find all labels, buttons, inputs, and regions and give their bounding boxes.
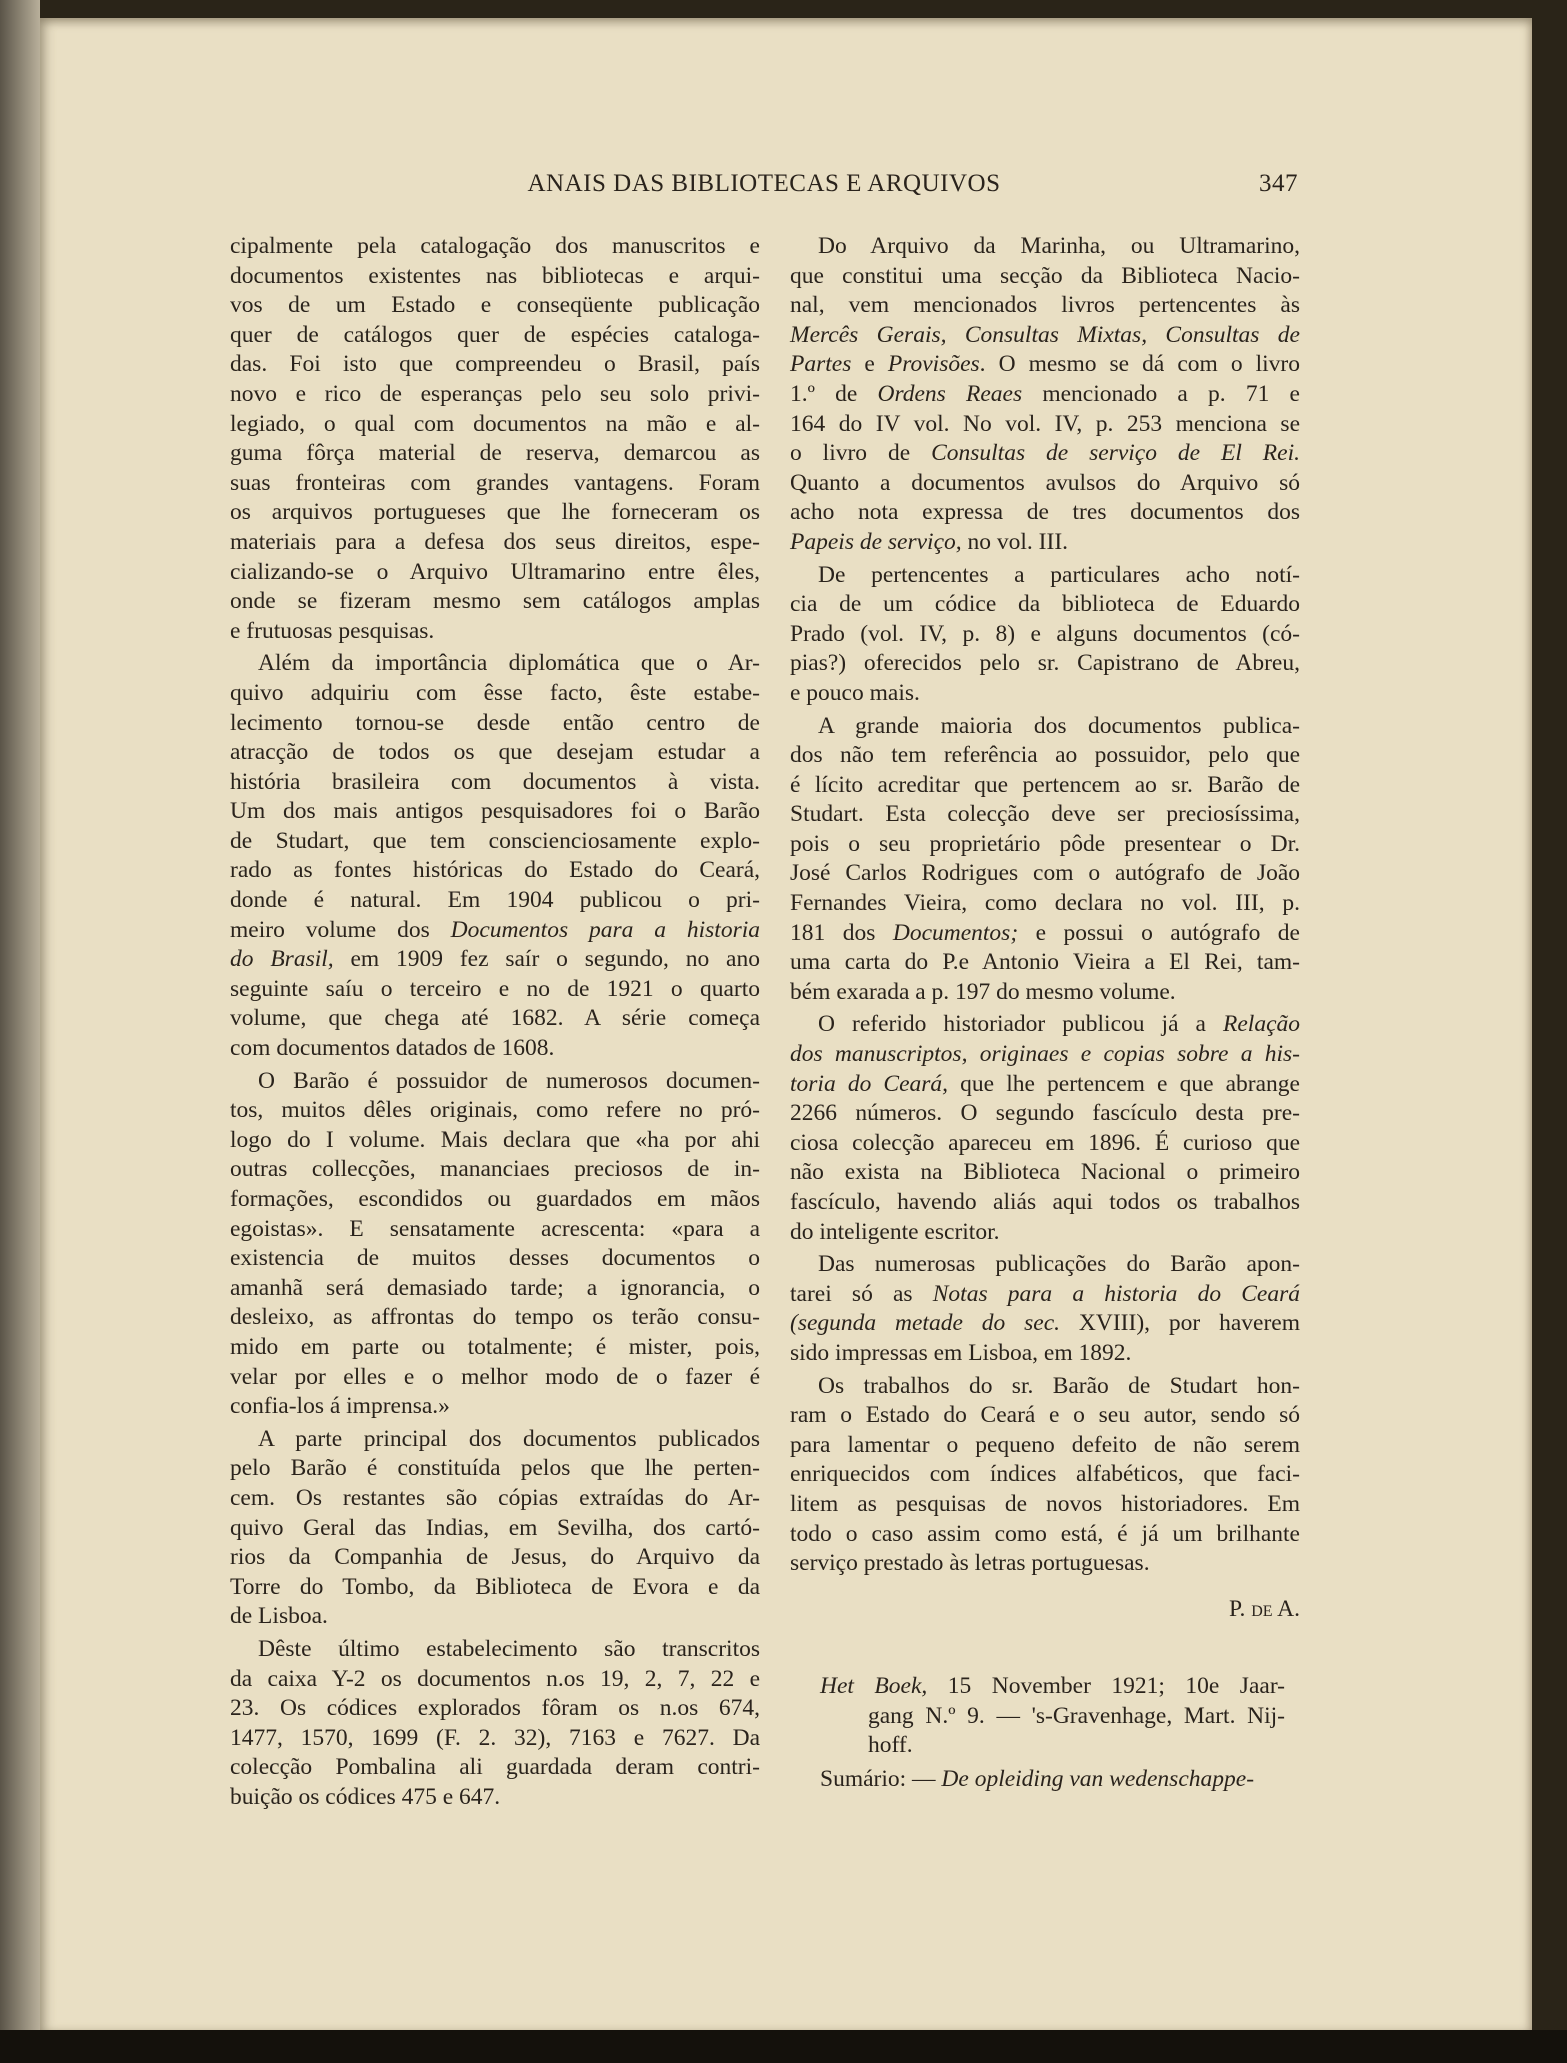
text-run: dos não tem referência ao possuidor, pelo que xyxy=(790,742,1300,769)
text-line xyxy=(790,1401,1300,1431)
text-run: guma fôrça material de reserva, demarcou as xyxy=(230,440,760,467)
text-run: acho nota expressa de tres documentos dos xyxy=(790,499,1300,526)
paragraph xyxy=(790,1250,1300,1368)
text-line xyxy=(790,1129,1300,1159)
text-run: lecimento tornou-se desde então centro de xyxy=(230,709,760,736)
text-line xyxy=(230,232,760,262)
text-line xyxy=(230,679,760,709)
text-line xyxy=(230,1635,760,1665)
text-line xyxy=(230,617,760,647)
text-line xyxy=(790,919,1300,949)
summary-text: De opleiding van wedenschappe- xyxy=(941,1766,1255,1792)
text-line xyxy=(230,945,760,975)
text-run: 164 do IV vol. No vol. IV, p. 253 menciona se xyxy=(790,410,1300,437)
text-line xyxy=(790,1099,1300,1129)
text-run: o livro de xyxy=(790,440,932,467)
text-line xyxy=(230,558,760,588)
text-line xyxy=(230,350,760,380)
text-run: quer de catálogos quer de espécies cataloga- xyxy=(230,321,760,348)
paragraph xyxy=(230,1635,760,1813)
text-run: legiado, o qual com documentos na mão e al- xyxy=(230,410,760,437)
text-line xyxy=(230,439,760,469)
text-run: quivo adquiriu com êsse facto, êste estabe- xyxy=(230,679,760,706)
text-run: hoff. xyxy=(868,1732,913,1759)
text-run: existencia de muitos desses documentos o xyxy=(230,1245,760,1272)
text-run: em 1909 fez saír o segundo, no ano xyxy=(333,946,760,973)
text-run: e possui o autógrafo de xyxy=(1018,919,1300,946)
text-run: quivo Geral das Indias, em Sevilha, dos cartó- xyxy=(230,1514,760,1541)
text-line xyxy=(820,1672,1285,1702)
text-line xyxy=(230,797,760,827)
text-line xyxy=(230,1096,760,1126)
paragraph xyxy=(230,649,760,1063)
text-line xyxy=(230,1034,760,1064)
text-line xyxy=(230,1753,760,1783)
text-line xyxy=(230,469,760,499)
text-line xyxy=(790,232,1300,262)
text-line xyxy=(790,800,1300,830)
text-line xyxy=(230,1543,760,1573)
text-run: Das numerosas publicações do Barão apon- xyxy=(818,1251,1300,1278)
text-run: que constitui uma secção da Biblioteca Nacio- xyxy=(790,262,1300,289)
text-line xyxy=(230,1694,760,1724)
italic-text-run: Consultas de serviço de El Rei. xyxy=(931,440,1300,467)
text-line xyxy=(230,768,760,798)
paragraph xyxy=(790,232,1300,558)
text-run: 1.º de xyxy=(790,380,878,407)
text-run: no vol. III. xyxy=(961,528,1069,555)
text-run: tos, muitos dêles originais, como refere no pró- xyxy=(230,1097,760,1124)
text-line xyxy=(230,1274,760,1304)
text-run: de Lisboa. xyxy=(230,1603,328,1630)
text-run: 181 dos xyxy=(790,919,893,946)
text-run: Torre do Tombo, da Biblioteca de Evora e da xyxy=(230,1573,760,1600)
italic-text-run: dos manuscriptos, originaes e copias sobre a his- xyxy=(790,1041,1300,1068)
text-line xyxy=(230,856,760,886)
text-line xyxy=(230,886,760,916)
text-line xyxy=(790,712,1300,742)
text-run: da caixa Y-2 os documentos n.os 19, 2, 7, 22 e xyxy=(230,1665,760,1692)
text-line xyxy=(790,528,1300,558)
italic-text-run: Documentos para a historia xyxy=(450,916,761,943)
text-line xyxy=(790,469,1300,499)
left-column xyxy=(230,232,760,1815)
text-line xyxy=(230,1514,760,1544)
italic-text-run: Ordens Reaes xyxy=(877,380,1023,407)
signature-initial: A. xyxy=(1277,1596,1300,1622)
text-run: tarei só as xyxy=(790,1280,933,1307)
paragraph xyxy=(230,232,760,646)
text-line xyxy=(790,561,1300,591)
text-line xyxy=(790,1431,1300,1461)
review-summary xyxy=(820,1766,1300,1793)
text-run: XVIII), por haverem xyxy=(1060,1310,1300,1337)
text-line xyxy=(230,1573,760,1603)
text-run: pias?) oferecidos pelo sr. Capistrano de Abreu, xyxy=(790,650,1300,677)
text-run: cia de um códice da biblioteca de Eduardo xyxy=(790,591,1300,618)
text-run: Studart. Esta colecção deve ser preciosíssima, xyxy=(790,801,1300,828)
text-run: Dêste último estabelecimento são transcritos xyxy=(258,1635,760,1662)
text-line xyxy=(230,1004,760,1034)
text-run: fascículo, havendo aliás aqui todos os trabalhos xyxy=(790,1189,1300,1215)
review-citation xyxy=(820,1672,1285,1761)
text-line xyxy=(230,1724,760,1754)
paragraph xyxy=(790,1010,1300,1247)
author-signature xyxy=(790,1596,1300,1623)
text-line xyxy=(230,1244,760,1274)
text-run: onde se fizeram mesmo sem catálogos amplas xyxy=(230,588,760,615)
text-run: cipalmente pela catalogação dos manuscritos e xyxy=(230,233,760,259)
paragraph xyxy=(790,1372,1300,1579)
text-run: desleixo, as affrontas do tempo os terão consu- xyxy=(230,1304,760,1331)
text-line xyxy=(790,439,1300,469)
text-run: seguinte saíu o terceiro e no de 1921 o quarto xyxy=(230,975,760,1002)
paragraph xyxy=(790,561,1300,709)
signature-initial: P. xyxy=(1229,1596,1246,1622)
italic-text-run: Notas para a historia do Ceará xyxy=(932,1280,1301,1307)
text-line xyxy=(230,1454,760,1484)
italic-text-run: (segunda metade do sec. xyxy=(790,1310,1061,1337)
text-line xyxy=(790,321,1300,351)
text-run: meiro volume dos xyxy=(230,916,451,943)
text-line xyxy=(230,1303,760,1333)
text-line xyxy=(230,1333,760,1363)
italic-text-run: Provisões xyxy=(887,351,980,378)
text-line xyxy=(230,709,760,739)
text-run: os arquivos portugueses que lhe forneceram os xyxy=(230,499,760,526)
text-line xyxy=(230,916,760,946)
text-run: Os trabalhos do sr. Barão de Studart hon- xyxy=(818,1372,1300,1399)
text-run: que lhe pertencem e que abrange xyxy=(948,1070,1300,1097)
text-run: do inteligente escritor. xyxy=(790,1218,1000,1245)
italic-text-run: Documentos; xyxy=(892,919,1019,946)
text-line xyxy=(230,1185,760,1215)
text-run: litem as pesquisas de novos historiadores. Em xyxy=(790,1490,1300,1517)
text-run: para lamentar o pequeno defeito de não serem xyxy=(790,1431,1300,1458)
text-line xyxy=(790,948,1300,978)
text-run: bém exarada a p. 197 do mesmo volume. xyxy=(790,978,1176,1005)
text-line xyxy=(790,679,1300,709)
text-line xyxy=(790,741,1300,771)
text-run: das. Foi isto que compreendeu o Brasil, país xyxy=(230,351,760,378)
text-line xyxy=(790,590,1300,620)
running-header xyxy=(230,170,1298,206)
text-line xyxy=(790,498,1300,528)
text-run: volume, que chega até 1682. A série começa xyxy=(230,1005,760,1032)
text-line xyxy=(790,620,1300,650)
text-line xyxy=(230,380,760,410)
text-line xyxy=(230,1392,760,1422)
text-line xyxy=(790,1372,1300,1402)
text-run: todo o caso assim como está, é já um brilhante xyxy=(790,1520,1300,1547)
text-run: outras collecções, mananciaes preciosos de in- xyxy=(230,1156,760,1183)
text-run: colecção Pombalina ali guardada deram contri- xyxy=(230,1754,760,1781)
text-run: e xyxy=(851,351,888,378)
text-run: logo do I volume. Mais declara que «ha por ahi xyxy=(230,1126,760,1153)
text-line xyxy=(790,1070,1300,1100)
text-run: Além da importância diplomática que o Ar- xyxy=(258,650,760,677)
text-line xyxy=(790,262,1300,292)
text-run: gang N.º 9. — 's-Gravenhage, Mart. Nij- xyxy=(868,1702,1285,1729)
text-line xyxy=(230,1363,760,1393)
text-run: documentos existentes nas bibliotecas e arqui- xyxy=(230,262,760,289)
text-line xyxy=(790,1520,1300,1550)
text-run: velar por elles e o melhor modo de o fazer é xyxy=(230,1363,760,1390)
text-run: e pouco mais. xyxy=(790,679,920,706)
text-run: mencionado a p. 71 e xyxy=(1022,380,1300,407)
text-run: O Barão é possuidor de numerosos documen- xyxy=(258,1067,760,1094)
italic-text-run: Het Boek, xyxy=(820,1673,928,1699)
text-line xyxy=(230,1215,760,1245)
italic-text-run: Papeis de serviço, xyxy=(790,528,962,555)
text-run: egoistas». E sensatamente acrescenta: «para a xyxy=(230,1215,760,1242)
text-line xyxy=(820,1731,1285,1761)
text-line xyxy=(230,1665,760,1695)
text-run: 2266 números. O segundo fascículo desta pre- xyxy=(790,1100,1300,1127)
scan-edge xyxy=(0,0,40,2063)
italic-text-run: do Brasil, xyxy=(230,946,334,973)
text-run: buição os códices 475 e 647. xyxy=(230,1783,501,1810)
text-run: suas fronteiras com grandes vantagens. Foram xyxy=(230,469,760,496)
text-run: uma carta do P.e Antonio Vieira a El Rei, tam- xyxy=(790,949,1300,976)
text-run: Prado (vol. IV, p. 8) e alguns documentos (có- xyxy=(790,620,1300,647)
text-run: A grande maioria dos documentos publica- xyxy=(818,712,1300,739)
text-line xyxy=(230,291,760,321)
text-line xyxy=(790,291,1300,321)
text-line xyxy=(790,1188,1300,1218)
text-line xyxy=(230,262,760,292)
text-line xyxy=(790,380,1300,410)
text-run: . O mesmo se dá com o livro xyxy=(979,351,1300,378)
right-column xyxy=(790,232,1300,1582)
text-run: ram o Estado do Ceará e o seu autor, sendo só xyxy=(790,1402,1300,1429)
text-run: e frutuosas pesquisas. xyxy=(230,617,435,644)
text-run: pois o seu proprietário pôde presentear o Dr. xyxy=(790,830,1300,857)
text-run: 23. Os códices explorados fôram os n.os 674, xyxy=(230,1695,760,1722)
text-run: cem. Os restantes são cópias extraídas do Ar- xyxy=(230,1484,760,1511)
text-line xyxy=(790,350,1300,380)
text-run: ciosa colecção apareceu em 1896. É curioso que xyxy=(790,1129,1300,1156)
signature-particle: DE xyxy=(1251,1603,1273,1620)
text-line xyxy=(230,410,760,440)
paragraph xyxy=(230,1425,760,1632)
italic-text-run: Partes xyxy=(790,351,852,378)
text-line xyxy=(790,1158,1300,1188)
text-line xyxy=(790,649,1300,679)
text-run: é lícito acreditar que pertencem ao sr. Barão de xyxy=(790,771,1300,798)
text-run: O referido historiador publicou já a xyxy=(818,1011,1223,1038)
text-line xyxy=(790,410,1300,440)
text-run: com documentos datados de 1608. xyxy=(230,1035,555,1062)
text-line xyxy=(230,1602,760,1632)
text-line xyxy=(790,1218,1300,1248)
text-line xyxy=(230,738,760,768)
italic-text-run: Relação xyxy=(1223,1011,1300,1038)
text-run: de Studart, que tem conscienciosamente explo- xyxy=(230,827,760,854)
text-run: Fernandes Vieira, como declara no vol. III, p. xyxy=(790,890,1300,917)
text-line xyxy=(230,1484,760,1514)
text-line xyxy=(790,1490,1300,1520)
text-run: vos de um Estado e conseqüente publicação xyxy=(230,292,760,319)
text-run: A parte principal dos documentos publicados xyxy=(258,1425,760,1452)
paragraph xyxy=(230,1067,760,1422)
text-line xyxy=(230,975,760,1005)
text-run: enriquecidos com índices alfabéticos, que faci- xyxy=(790,1461,1300,1488)
italic-text-run: Mercês Gerais, Consultas Mixtas, Consultas de xyxy=(790,321,1300,348)
text-run: cializando-se o Arquivo Ultramarino entre êles, xyxy=(230,558,760,585)
journal-title: ANAIS DAS BIBLIOTECAS E ARQUIVOS xyxy=(527,170,1001,197)
text-line xyxy=(790,1040,1300,1070)
text-run: confia-los á imprensa.» xyxy=(230,1393,450,1420)
text-line xyxy=(790,1549,1300,1579)
text-line xyxy=(230,321,760,351)
text-line xyxy=(790,889,1300,919)
text-run: Quanto a documentos avulsos do Arquivo só xyxy=(790,469,1300,496)
text-run: sido impressas em Lisboa, em 1892. xyxy=(790,1339,1132,1366)
text-line xyxy=(790,1460,1300,1490)
text-line xyxy=(230,528,760,558)
text-line xyxy=(790,859,1300,889)
text-line xyxy=(230,498,760,528)
italic-text-run: toria do Ceará, xyxy=(790,1070,949,1097)
text-run: Do Arquivo da Marinha, ou Ultramarino, xyxy=(818,233,1300,259)
text-run: novo e rico de esperanças pelo seu solo privi- xyxy=(230,380,760,407)
text-run: rado as fontes históricas do Estado do Ceará, xyxy=(230,857,760,884)
text-run: nal, vem mencionados livros pertencentes às xyxy=(790,292,1300,319)
text-run: rios da Companhia de Jesus, do Arquivo da xyxy=(230,1544,760,1571)
text-run: formações, escondidos ou guardados em mãos xyxy=(230,1186,760,1212)
text-run: De pertencentes a particulares acho notí- xyxy=(818,561,1300,588)
text-run: Um dos mais antigos pesquisadores foi o Barão xyxy=(230,798,760,825)
summary-label: Sumário: — xyxy=(820,1766,942,1792)
text-line xyxy=(790,830,1300,860)
text-line xyxy=(230,1155,760,1185)
scan-bottom-edge xyxy=(0,2030,1567,2063)
paragraph xyxy=(790,712,1300,1008)
text-line xyxy=(230,827,760,857)
text-run: amanhã será demasiado tarde; a ignorancia, o xyxy=(230,1274,760,1301)
text-line xyxy=(230,1126,760,1156)
text-line xyxy=(230,587,760,617)
text-line xyxy=(790,1250,1300,1280)
text-run: donde é natural. Em 1904 publicou o pri- xyxy=(230,887,760,914)
text-run: mido em parte ou totalmente; é mister, pois, xyxy=(230,1333,760,1360)
text-line xyxy=(790,1309,1300,1339)
page-number: 347 xyxy=(1259,170,1298,197)
text-run: atracção de todos os que desejam estudar a xyxy=(230,739,760,766)
text-line xyxy=(790,771,1300,801)
text-line xyxy=(790,1339,1300,1369)
text-run: materiais para a defesa dos seus direitos, espe- xyxy=(230,528,760,555)
text-line xyxy=(790,1280,1300,1310)
text-line xyxy=(230,649,760,679)
text-line xyxy=(230,1067,760,1097)
text-run: 15 November 1921; 10e Jaar- xyxy=(927,1673,1285,1699)
text-line xyxy=(230,1425,760,1455)
text-run: José Carlos Rodrigues com o autógrafo de João xyxy=(790,860,1300,887)
text-line xyxy=(790,978,1300,1008)
text-run: pelo Barão é constituída pelos que lhe perten- xyxy=(230,1455,760,1482)
text-line xyxy=(230,1783,760,1813)
text-run: 1477, 1570, 1699 (F. 2. 32), 7163 e 7627. Da xyxy=(230,1724,760,1751)
text-run: serviço prestado às letras portuguesas. xyxy=(790,1550,1150,1577)
text-line xyxy=(820,1702,1285,1732)
text-line xyxy=(790,1010,1300,1040)
text-run: não exista na Biblioteca Nacional o primeiro xyxy=(790,1159,1300,1186)
text-run: história brasileira com documentos à vista. xyxy=(230,768,760,795)
